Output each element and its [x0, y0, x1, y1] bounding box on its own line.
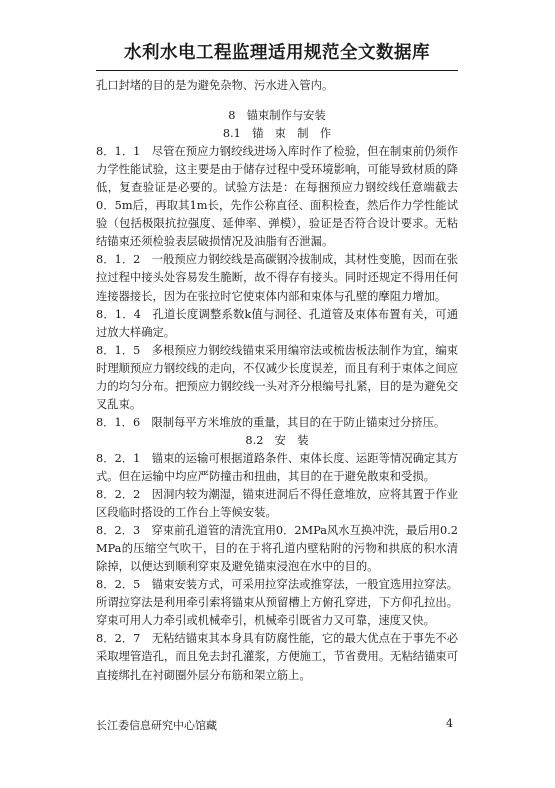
paragraph: 8．1．4 孔道长度调整系数k值与洞径、孔道管及束体布置有关，可通过放大样确定。: [96, 307, 458, 339]
paragraph: 8．1．6 限制每平方米堆放的重量，其目的在于防止锚束过分挤压。: [96, 415, 446, 429]
paragraph: 8．2．2 因洞内较为潮湿，锚束进洞后不得任意堆放，应将其置于作业区段临时搭设的工作台上等候安装。: [96, 488, 458, 520]
paragraph: 8．1．5 多根预应力钢绞线锚束采用编帘法或梳齿板法制作为宜，编束时理顺预应力钢绞线的走向，不仅减少长度误差，而且有利于束体之间应力的均匀分布。把预应力钢绞线一头对齐分根编号扎紧，目的是为避免交叉乱束。: [96, 343, 458, 411]
paragraph: 8．1．1 尽管在预应力钢绞线进场入库时作了检验，但在制束前仍须作力学性能试验，这主要是由于储存过程中受环境影响，可能导致材质的降低，复查验证是必要的。试验方法是：在每捆预应力钢绞线任意端截去0．5m后，再取其1m长，先作公称直径、面积检查，然后作力学性能试验（包括极限抗拉强度、延伸率、弹模），验证是否符合设计要求。无粘结锚束还须检验表层破损情况及油脂有否泄漏。: [96, 145, 458, 249]
paragraph: 8．2．7 无粘结锚束其本身具有防腐性能，它的最大优点在于事先不必采取埋管造孔，而且免去封孔灌浆，方便施工，节省费用。无粘结锚束可直接绑扎在衬砌圈外层分布筋和架立筋上。: [96, 632, 458, 682]
paragraph: 8．2．1 锚束的运输可根据道路条件、束体长度、运距等情况确定其方式。但在运输中均应严防撞击和扭曲，其目的在于避免散束和受损。: [96, 451, 458, 483]
paragraph: 8．1．2 一般预应力钢绞线是高碳钢冷拔制成，其材性变脆，因而在张拉过程中接头处容易发生脆断，故不得存有接头。同时还规定不得用任何连接器接长，因为在张拉时它使束体内部和束体与孔壁的摩阻力增加。: [96, 253, 458, 303]
section-heading: 8 锚束制作与安装: [228, 109, 326, 123]
section-heading: 8.2 安 装: [245, 433, 309, 447]
page-number: 4: [446, 717, 453, 730]
paragraph: 8．2．5 锚束安装方式，可采用拉穿法或推穿法，一般宜选用拉穿法。所谓拉穿法是利用牵引索将锚束从预留槽上方俯孔穿进，下方仰孔拉出。穿束可用人力牵引或机械牵引，机械牵引既省力又可靠，速度又快。: [96, 578, 458, 628]
header-divider: [96, 70, 458, 71]
footer-source: 长江委信息研究中心馆藏: [96, 719, 217, 732]
page-title: 水利水电工程监理适用规范全文数据库: [124, 43, 430, 63]
paragraph: 8．2．3 穿束前孔道管的清洗宜用0．2MPa风水互换冲洗，最后用0.2MPa的压缩空气吹干，目的在于将孔道内壁粘附的污物和拱底的积水清除掉，以便达到顺利穿束及避免锚束浸泡在水中的目的。: [96, 524, 458, 574]
section-heading: 8.1 锚 束 制 作: [222, 127, 332, 141]
section-spacer: [96, 95, 458, 107]
paragraph: 孔口封堵的目的是为避免杂物、污水进入管内。: [96, 79, 334, 92]
document-body: [96, 77, 458, 685]
